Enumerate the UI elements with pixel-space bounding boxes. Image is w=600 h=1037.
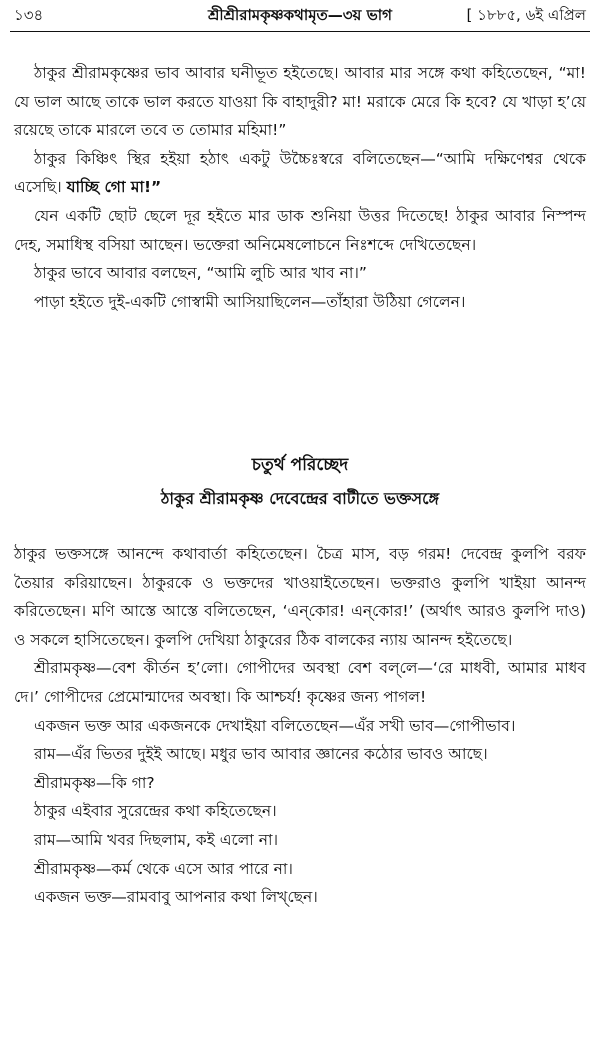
running-header [14, 4, 586, 30]
chapter-heading: চতুর্থ পরিচ্ছেদ [251, 455, 349, 475]
book-title: শ্রীশ্রীরামকৃষ্ণকথামৃত—৩য় ভাগ [208, 6, 392, 24]
paragraph: ঠাকুর ভক্তসঙ্গে আনন্দে কথাবার্তা কহিতেছেন। চৈত্র মাস, বড় গরম! দেবেন্দ্র কুলপি বরফ তৈয়ার করিয়াছেন। ঠাকুরকে ও ভক্তদের খাওয়াইতেছেন। ভক্তরাও কুলপি খাইয়া আনন্দ করিতেছেন। মণি আস্তে আস্তে বলিতেছেন, ‘এন্‌কোর! এন্‌কোর!’ (অর্থাৎ আরও কুলপি দাও) ও সকলে হাসিতেছেন। কুলপি দেখিয়া ঠাকুরের ঠিক বালকের ন্যায় আনন্দ হইতেছে। [14, 545, 586, 649]
page-number: ১৩৪ [14, 6, 44, 24]
paragraph: একজন ভক্ত আর একজনকে দেখাইয়া বলিতেছেন—এঁর সখী ভাব—গোপীভাব। [34, 716, 516, 735]
section-one-text [14, 59, 586, 316]
paragraph: যেন একটি ছোট ছেলে দূর হইতে মার ডাক শুনিয়া উত্তর দিতেছে! ঠাকুর আবার নিস্পন্দ দেহ, সমাধিস্থ বসিয়া আছেন। ভক্তেরা অনিমেষলোচনে নিঃশব্দে দেখিতেছেন। [14, 206, 586, 254]
paragraph: রাম—আমি খবর দিছলাম, কই এলো না। [34, 830, 279, 849]
paragraph: পাড়া হইতে দুই-একটি গোস্বামী আসিয়াছিলেন—তাঁহারা উঠিয়া গেলেন। [34, 292, 466, 311]
paragraph: ঠাকুর এইবার সুরেন্দ্রের কথা কহিতেছেন। [34, 802, 277, 821]
date-reference: [ ১৮৮৫, ৬ই এপ্রিল [466, 6, 586, 24]
paragraph: শ্রীরামকৃষ্ণ—কি গা? [34, 773, 155, 792]
section-heading: ঠাকুর শ্রীরামকৃষ্ণ দেবেন্দ্রের বাটীতে ভক্তসঙ্গে [160, 489, 440, 508]
paragraph [14, 145, 586, 202]
paragraph: শ্রীরামকৃষ্ণ—বেশ কীর্তন হ’লো। গোপীদের অবস্থা বেশ বল্‌লে—‘রে মাধবী, আমার মাধব দে।’ গোপীদের প্রেমোন্মাদের অবস্থা। কি আশ্চর্য! কৃষ্ণের জন্য পাগল! [14, 659, 586, 706]
header-rule [10, 31, 590, 32]
paragraph: ঠাকুর ভাবে আবার বলছেন, “আমি লুচি আর খাব না।” [34, 264, 367, 283]
bold-quote: যাচ্ছি গো মা!” [66, 178, 162, 197]
paragraph: শ্রীরামকৃষ্ণ—কর্ম থেকে এসে আর পারে না। [34, 859, 293, 878]
paragraph: একজন ভক্ত—রামবাবু আপনার কথা লিখ্‌ছেন। [34, 888, 318, 907]
paragraph: ঠাকুর শ্রীরামকৃষ্ণের ভাব আবার ঘনীভূত হইতেছে। আবার মার সঙ্গে কথা কহিতেছেন, “মা! যে ভাল আছে তাকে ভাল করতে যাওয়া কি বাহাদুরী? মা! মরাকে মেরে কি হবে? যে খাড়া হ’য়ে রয়েছে তাকে মারলে তবে ত তোমার মহিমা!” [14, 64, 586, 140]
paragraph: রাম—এঁর ভিতর দুইই আছে। মধুর ভাব আবার জ্ঞানের কঠোর ভাবও আছে। [34, 745, 488, 764]
section-two-text [14, 540, 586, 912]
paragraph-text: ঠাকুর কিঞ্চিৎ স্থির হইয়া হঠাৎ একটু উচ্চৈঃস্বরে বলিতেছেন—“আমি দক্ষিণেশ্বর থেকে এসেছি। [14, 149, 586, 197]
